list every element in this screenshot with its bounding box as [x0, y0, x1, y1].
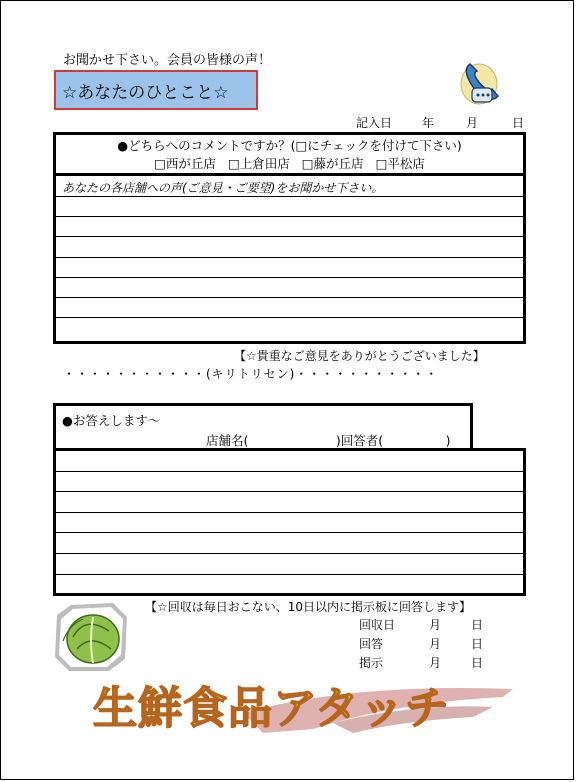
comment-line[interactable] — [56, 197, 523, 217]
comment-line[interactable] — [56, 217, 523, 237]
answer-header — [53, 403, 473, 451]
answer-line[interactable] — [56, 492, 523, 513]
intro-text: お聞かせ下さい。会員の皆様の声！ — [63, 53, 272, 68]
answer-line[interactable] — [56, 533, 523, 554]
tracking-month: 月 — [429, 637, 442, 651]
title-art-text: 生鮮食品アタッチ — [93, 683, 450, 734]
cut-line: ・・・・・・・・・・・(キリトリセン)・・・・・・・・・・・ — [63, 367, 439, 381]
answer-line[interactable] — [56, 451, 523, 472]
store-option-nishigaoka[interactable]: □西が丘店 — [154, 156, 216, 171]
tracking-row-answered — [359, 635, 483, 654]
tracking-label: 回収日 — [359, 618, 396, 632]
store-select-title: ●どちらへのコメントですか？(□にチェックを付けて下さい) — [117, 138, 462, 153]
comment-lines[interactable] — [56, 197, 523, 338]
tracking-month: 月 — [429, 618, 442, 632]
answer-line[interactable] — [56, 513, 523, 534]
comment-line[interactable] — [56, 237, 523, 257]
hitokoto-badge: ☆あなたのひとこと☆ — [54, 70, 258, 110]
store-option-kamikurata[interactable]: □上倉田店 — [227, 156, 290, 171]
comment-line[interactable] — [56, 298, 523, 318]
tracking-row-posted — [359, 654, 483, 673]
answer-line[interactable] — [56, 554, 523, 575]
tracking-day: 日 — [471, 656, 484, 670]
comment-line[interactable] — [56, 318, 523, 338]
answer-box[interactable] — [53, 448, 526, 596]
answer-title: ●お答えします～ — [62, 413, 161, 428]
tracking-month: 月 — [429, 656, 442, 670]
entry-month: 月 — [466, 116, 479, 130]
comment-box — [53, 132, 526, 344]
entry-date-line — [356, 114, 524, 131]
tracking-table — [359, 616, 483, 673]
comment-line[interactable] — [56, 278, 523, 298]
comment-prompt: あなたの各店舗への声(ご意見・ご要望)をお聞かせ下さい。 — [56, 176, 523, 197]
store-option-fujigaoka[interactable]: □藤が丘店 — [301, 156, 364, 171]
tracking-row-collected — [359, 616, 483, 635]
cabbage-icon — [51, 601, 131, 673]
title-art — [93, 673, 533, 739]
entry-year: 年 — [422, 116, 435, 130]
tracking-day: 日 — [471, 618, 484, 632]
tracking-label: 回答 — [359, 637, 384, 651]
collection-notice: 【☆回収は毎日おこない、10日以内に掲示板に回答します】 — [145, 600, 472, 614]
tracking-day: 日 — [471, 637, 484, 651]
thanks-note: 【☆貴重なご意見をありがとうございました】 — [234, 349, 485, 363]
answer-line[interactable] — [56, 575, 523, 596]
answer-store-respondent: 店舗名( )回答者( ) — [206, 433, 451, 448]
store-select-header — [56, 135, 523, 176]
tracking-label: 掲示 — [359, 656, 384, 670]
store-checkbox-row — [56, 155, 523, 173]
telephone-icon — [456, 54, 502, 108]
store-option-hiramatsu[interactable]: □平松店 — [375, 156, 425, 171]
comment-line[interactable] — [56, 258, 523, 278]
entry-date-label: 記入日 — [356, 116, 393, 130]
answer-line[interactable] — [56, 472, 523, 493]
entry-day: 日 — [512, 116, 525, 130]
